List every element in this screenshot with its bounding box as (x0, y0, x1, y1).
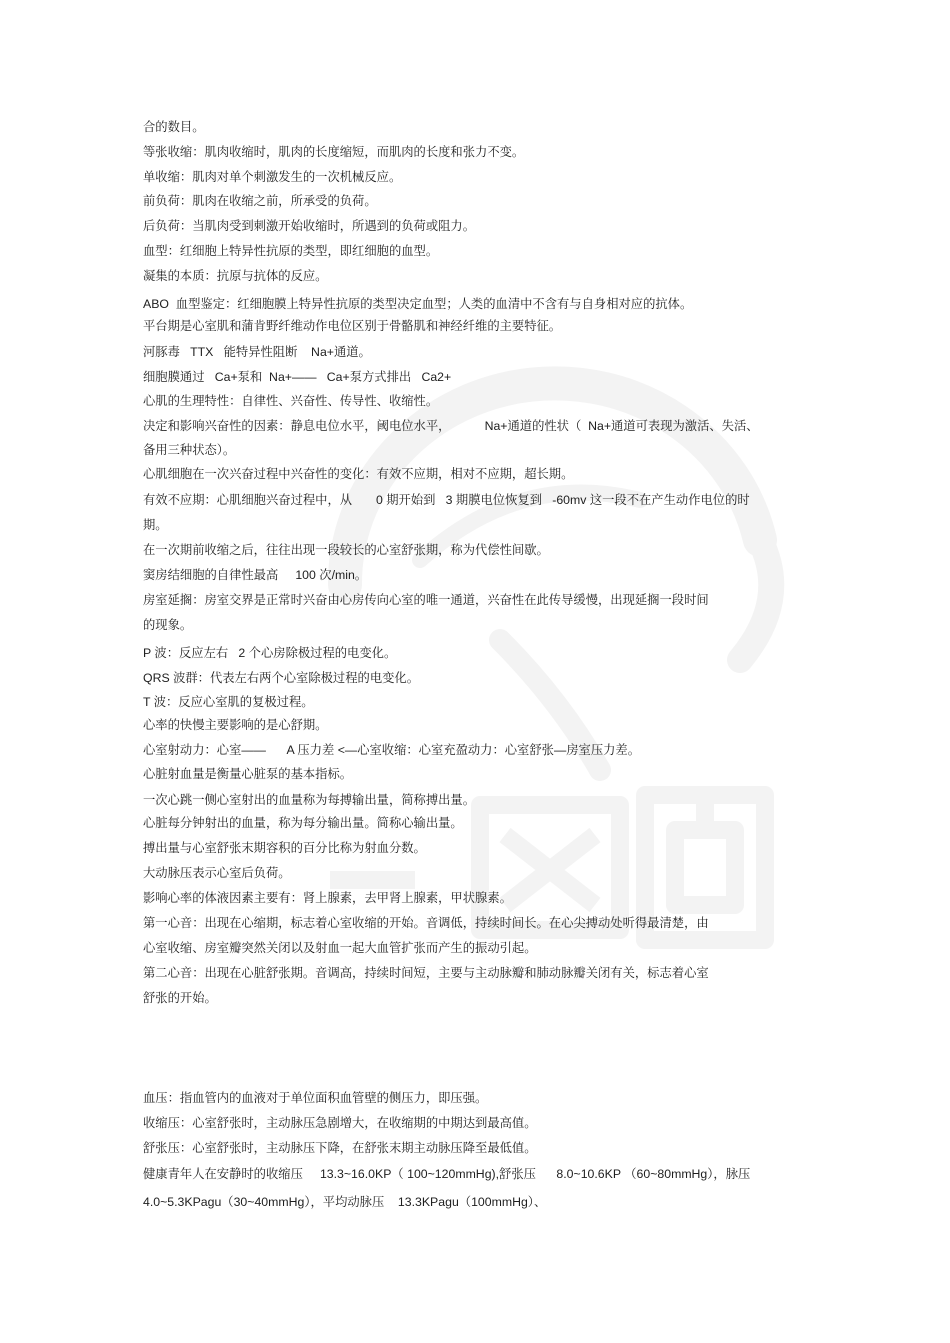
text-line: 窦房结细胞的自律性最高 100 次/min。 (143, 568, 368, 582)
text-line: 决定和影响兴奋性的因素：静息电位水平，阈电位水平， Na+通道的性状（ Na+通道可表现为激活、失活、 (143, 419, 759, 433)
text-line: 舒张压：心室舒张时，主动脉压下降，在舒张末期主动脉压降至最低值。 (143, 1141, 537, 1155)
text-line: 等张收缩：肌肉收缩时，肌肉的长度缩短，而肌肉的长度和张力不变。 (143, 145, 525, 159)
text-line: 河豚毒 TTX 能特异性阻断 Na+通道。 (143, 345, 371, 359)
text-line: 平台期是心室肌和蒲肯野纤维动作电位区别于骨骼肌和神经纤维的主要特征。 (143, 319, 562, 333)
text-line: T 波：反应心室肌的复极过程。 (143, 695, 314, 709)
text-line: 合的数目。 (143, 120, 205, 134)
text-line: ABO 血型鉴定：红细胞膜上特异性抗原的类型决定血型；人类的血清中不含有与自身相对应的抗体。 (143, 297, 693, 311)
text-line: 前负荷：肌肉在收缩之前，所承受的负荷。 (143, 194, 377, 208)
text-line: 收缩压：心室舒张时，主动脉压急剧增大，在收缩期的中期达到最高值。 (143, 1116, 537, 1130)
text-line: 血型：红细胞上特异性抗原的类型，即红细胞的血型。 (143, 244, 439, 258)
text-line: 心肌细胞在一次兴奋过程中兴奋性的变化：有效不应期，相对不应期，超长期。 (143, 467, 574, 481)
watermark-ring (345, 383, 771, 770)
text-line: 在一次期前收缩之后，往往出现一段较长的心室舒张期，称为代偿性间歇。 (143, 543, 549, 557)
text-line: 心室射动力：心室—— A 压力差 <—心室收缩：心室充盈动力：心室舒张—房室压力差。 (143, 743, 641, 757)
text-line: 第二心音：出现在心脏舒张期。音调高，持续时间短，主要与主动脉瓣和肺动脉瓣关闭有关，标志着心室 (143, 966, 709, 980)
text-line: 的现象。 (143, 618, 193, 632)
text-line: 单收缩：肌肉对单个刺激发生的一次机械反应。 (143, 170, 402, 184)
text-line: 凝集的本质：抗原与抗体的反应。 (143, 269, 328, 283)
text-line: 心脏每分钟射出的血量，称为每分输出量。简称心输出量。 (143, 816, 463, 830)
text-line: 第一心音：出现在心缩期，标志着心室收缩的开始。音调低，持续时间长。在心尖搏动处听得最清楚，由 (143, 916, 709, 930)
text-line: 有效不应期：心肌细胞兴奋过程中，从 0 期开始到 3 期膜电位恢复到 -60mv 这一段不在产生动作电位的时 (143, 493, 750, 507)
text-line: 心脏射血量是衡量心脏泵的基本指标。 (143, 767, 353, 781)
text-line: 后负荷：当肌肉受到刺激开始收缩时，所遇到的负荷或阻力。 (143, 219, 476, 233)
text-line: 心室收缩、房室瓣突然关闭以及射血一起大血管扩张而产生的振动引起。 (143, 941, 537, 955)
text-line: 一次心跳一侧心室射出的血量称为每搏输出量，简称搏出量。 (143, 793, 476, 807)
text-line: 影响心率的体液因素主要有：肾上腺素，去甲肾上腺素，甲状腺素。 (143, 891, 512, 905)
text-line: 4.0~5.3KPagu（30~40mmHg），平均动脉压 13.3KPagu（100mmHg）、 (143, 1195, 547, 1209)
text-line: 房室延搁：房室交界是正常时兴奋由心房传向心室的唯一通道，兴奋性在此传导缓慢，出现延搁一段时间 (143, 593, 709, 607)
text-line: 细胞膜通过 Ca+泵和 Na+—— Ca+泵方式排出 Ca2+ (143, 370, 452, 384)
text-line: 血压：指血管内的血液对于单位面积血管壁的侧压力，即压强。 (143, 1091, 488, 1105)
text-line: 健康青年人在安静时的收缩压 13.3~16.0KP（ 100~120mmHg),舒张压 8.0~10.6KP （60~80mmHg），脉压 (143, 1167, 751, 1181)
text-line: QRS 波群：代表左右两个心室除极过程的电变化。 (143, 671, 420, 685)
text-line: 搏出量与心室舒张末期容积的百分比称为射血分数。 (143, 841, 426, 855)
text-line: 备用三种状态）。 (143, 443, 236, 457)
text-line: 期。 (143, 518, 168, 532)
text-line: P 波：反应左右 2 个心房除极过程的电变化。 (143, 646, 397, 660)
text-line: 舒张的开始。 (143, 991, 217, 1005)
text-line: 大动脉压表示心室后负荷。 (143, 866, 291, 880)
text-line: 心率的快慢主要影响的是心舒期。 (143, 718, 328, 732)
text-line: 心肌的生理特性：自律性、兴奋性、传导性、收缩性。 (143, 394, 439, 408)
